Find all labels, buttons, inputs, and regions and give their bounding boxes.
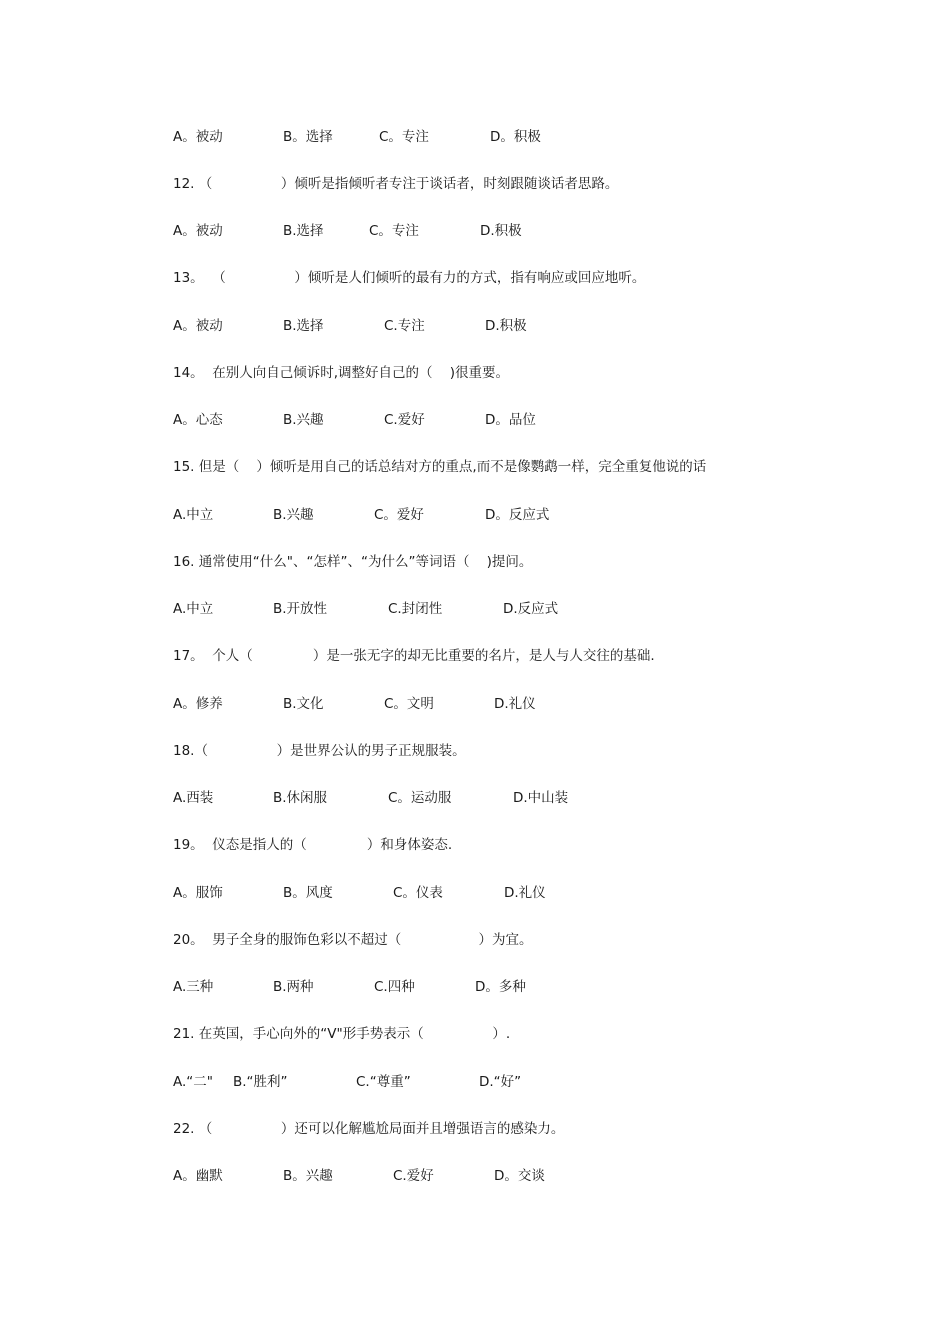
- option-a: A.三种: [173, 979, 214, 995]
- question-19: 19。 仪态是指人的（ ）和身体姿态.: [173, 837, 453, 853]
- option-d: D。反应式: [485, 507, 550, 523]
- option-b: B.选择: [283, 223, 324, 239]
- option-a: A。修养: [173, 696, 223, 712]
- option-c: C。爱好: [374, 507, 424, 523]
- option-c: C。文明: [384, 696, 434, 712]
- answer-options-18: [173, 788, 569, 808]
- question-21: 21. 在英国，手心向外的“V"形手势表示（ ）.: [173, 1026, 511, 1042]
- option-d: D.积极: [480, 223, 522, 239]
- option-d: D。品位: [485, 412, 536, 428]
- option-a: A。被动: [173, 129, 223, 145]
- option-b: B.选择: [283, 318, 324, 334]
- option-c: C。专注: [379, 129, 429, 145]
- option-a: A.“二": [173, 1074, 213, 1090]
- answer-options-16: [173, 599, 559, 619]
- answer-options-15: [173, 505, 550, 525]
- answer-options-11: [173, 127, 541, 147]
- option-c: C。仪表: [393, 885, 443, 901]
- question-16: 16. 通常使用“什么"、“怎样”、“为什么”等词语（ )提问。: [173, 554, 533, 570]
- answer-options-13: [173, 316, 527, 336]
- option-a: A。被动: [173, 223, 223, 239]
- option-c: C.四种: [374, 979, 415, 995]
- option-c: C.封闭性: [388, 601, 443, 617]
- answer-options-17: [173, 694, 536, 714]
- answer-options-14: [173, 410, 536, 430]
- option-d: D.积极: [485, 318, 527, 334]
- question-13: 13。 （ ）倾听是人们倾听的最有力的方式，指有响应或回应地听。: [173, 270, 646, 286]
- option-a: A.中立: [173, 507, 214, 523]
- option-b: B.开放性: [273, 601, 328, 617]
- question-20: 20。 男子全身的服饰色彩以不超过（ ）为宜。: [173, 932, 533, 948]
- option-b: B.兴趣: [273, 507, 314, 523]
- option-b: B。风度: [283, 885, 333, 901]
- answer-options-20: [173, 977, 526, 997]
- option-a: A。被动: [173, 318, 223, 334]
- option-d: D。多种: [475, 979, 526, 995]
- option-b: B.休闲服: [273, 790, 328, 806]
- option-c: C.爱好: [393, 1168, 434, 1184]
- option-a: A.中立: [173, 601, 214, 617]
- answer-options-19: [173, 883, 546, 903]
- option-d: D.反应式: [503, 601, 559, 617]
- option-b: B.文化: [283, 696, 324, 712]
- question-17: 17。 个人（ ）是一张无字的却无比重要的名片，是人与人交往的基础.: [173, 648, 655, 664]
- question-22: 22. （ ）还可以化解尴尬局面并且增强语言的感染力。: [173, 1121, 565, 1137]
- option-b: B.兴趣: [283, 412, 324, 428]
- question-14: 14。 在别人向自己倾诉时,调整好自己的（ )很重要。: [173, 365, 509, 381]
- option-b: B。选择: [283, 129, 333, 145]
- option-d: D.“好”: [479, 1074, 522, 1090]
- option-d: D.礼仪: [504, 885, 546, 901]
- option-a: A。幽默: [173, 1168, 223, 1184]
- option-b: B。兴趣: [283, 1168, 333, 1184]
- option-d: D.中山装: [513, 790, 569, 806]
- option-a: A。服饰: [173, 885, 223, 901]
- option-c: C.“尊重”: [356, 1074, 411, 1090]
- question-12: 12. （ ）倾听是指倾听者专注于谈话者，时刻跟随谈话者思路。: [173, 176, 619, 192]
- option-c: C。运动服: [388, 790, 452, 806]
- question-18: 18.（ ）是世界公认的男子正规服装。: [173, 743, 466, 759]
- option-c: C.爱好: [384, 412, 425, 428]
- option-c: C。专注: [369, 223, 419, 239]
- option-d: D.礼仪: [494, 696, 536, 712]
- option-b: B.“胜利”: [233, 1074, 288, 1090]
- option-b: B.两种: [273, 979, 314, 995]
- answer-options-22: [173, 1166, 545, 1186]
- option-d: D。交谈: [494, 1168, 545, 1184]
- option-a: A。心态: [173, 412, 223, 428]
- option-c: C.专注: [384, 318, 425, 334]
- question-15: 15. 但是（ ）倾听是用自己的话总结对方的重点,而不是像鹦鹉一样，完全重复他说的话: [173, 459, 707, 475]
- answer-options-12: [173, 221, 522, 241]
- option-a: A.西装: [173, 790, 214, 806]
- answer-options-21: [173, 1072, 522, 1092]
- option-d: D。积极: [490, 129, 541, 145]
